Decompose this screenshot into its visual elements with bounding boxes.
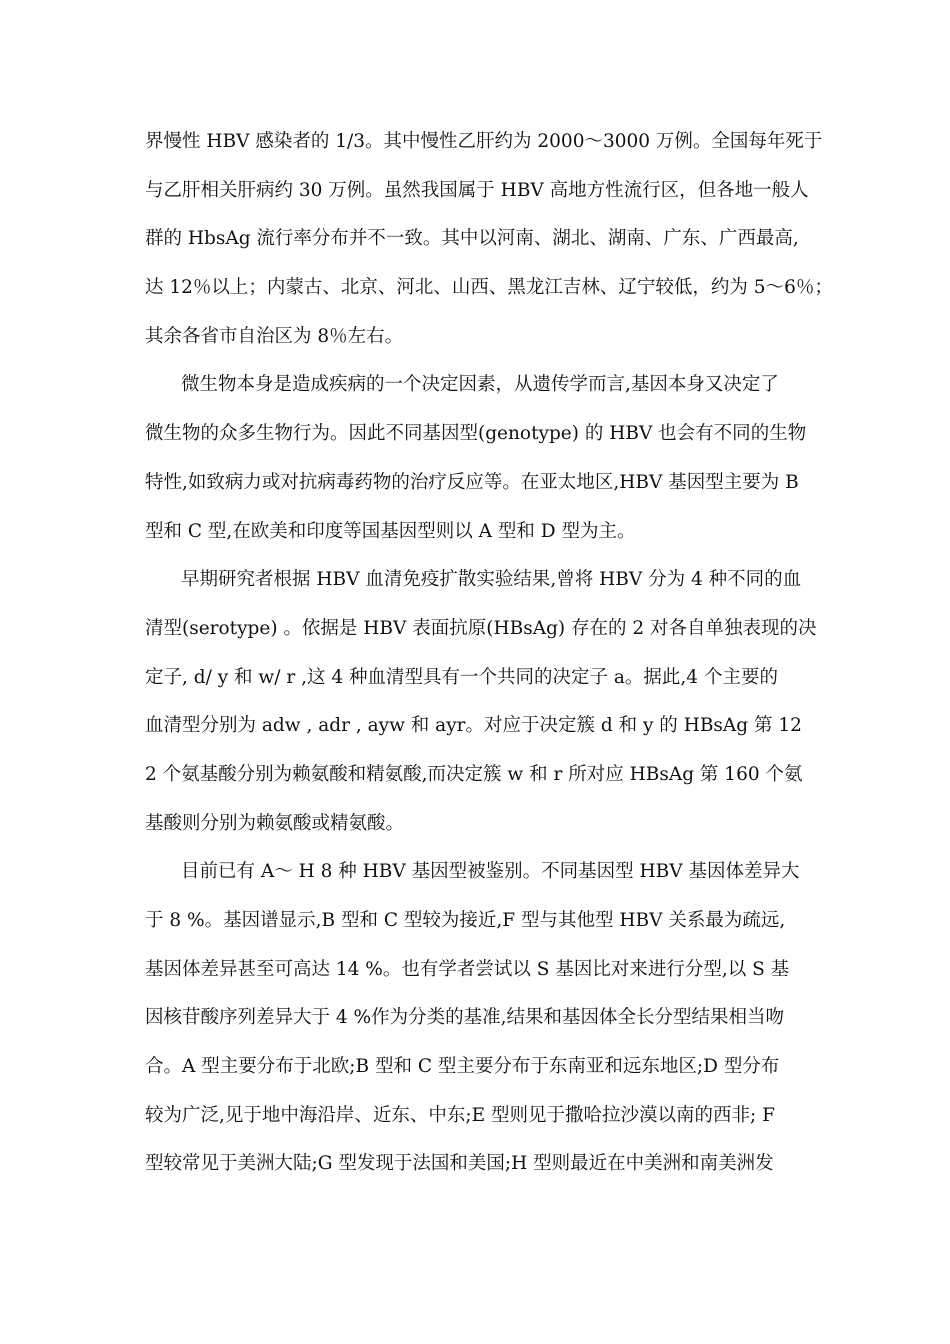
paragraph-3 [145, 556, 817, 848]
text-line: 界慢性 HBV 感染者的 1/3。其中慢性乙肝约为 2000～3000 万例。全国每年死于 [145, 131, 823, 152]
text-line: 其余各省市自治区为 8％左右。 [145, 325, 404, 347]
paragraph-4 [145, 848, 810, 1189]
text-line: 早期研究者根据 HBV 血清免疫扩散实验结果,曾将 HBV 分为 4 种不同的血 [181, 569, 802, 591]
text-line: 于 8 %。基因谱显示,B 型和 C 型较为接近,F 型与其他型 HBV 关系最为疏远, [145, 910, 786, 931]
text-line: 与乙肝相关肝病约 30 万例。虽然我国属于 HBV 高地方性流行区，但各地一般人 [145, 179, 809, 201]
text-line: 较为广泛,见于地中海沿岸、近东、中东;E 型则见于撒哈拉沙漠以南的西非; F [145, 1104, 775, 1126]
text-line: 因核苷酸序列差异大于 4 %作为分类的基准,结果和基因体全长分型结果相当吻 [145, 1007, 784, 1029]
text-line: 群的 HbsAg 流行率分布并不一致。其中以河南、湖北、湖南、广东、广西最高, [145, 228, 799, 250]
text-line: 合。A 型主要分布于北欧;B 型和 C 型主要分布于东南亚和远东地区;D 型分布 [145, 1056, 780, 1078]
text-line: 达 12％以上；内蒙古、北京、河北、山西、黑龙江吉林、辽宁较低，约为 5～6％； [145, 277, 833, 299]
text-line: 血清型分别为 adw , adr , ayw 和 ayr。对应于决定簇 d 和 y 的 HBsAg 第 12 [145, 715, 802, 737]
text-line: 基因体差异甚至可高达 14 %。也有学者尝试以 S 基因比对来进行分型,以 S 基 [145, 958, 790, 980]
text-line: 微生物本身是造成疾病的一个决定因素，从遗传学而言,基因本身又决定了 [181, 374, 779, 396]
text-line: 特性,如致病力或对抗病毒药物的治疗反应等。在亚太地区,HBV 基因型主要为 B [145, 471, 799, 493]
text-line: 目前已有 A～ H 8 种 HBV 基因型被鉴别。不同基因型 HBV 基因体差异大 [181, 861, 800, 883]
paragraph-1 [145, 118, 833, 361]
text-line: 定子, d/ y 和 w/ r ,这 4 种血清型具有一个共同的决定子 a。据此,4 个主要的 [145, 666, 778, 688]
text-line: 微生物的众多生物行为。因此不同基因型(genotype) 的 HBV 也会有不同的生物 [145, 423, 807, 445]
paragraph-2 [145, 361, 810, 556]
document-body [145, 118, 833, 1189]
text-line: 型较常见于美洲大陆;G 型发现于法国和美国;H 型则最近在中美洲和南美洲发 [145, 1153, 774, 1175]
text-line: 2 个氨基酸分别为赖氨酸和精氨酸,而决定簇 w 和 r 所对应 HBsAg 第 160 个氨 [145, 763, 803, 785]
text-line: 基酸则分别为赖氨酸或精氨酸。 [145, 812, 405, 834]
text-line: 清型(serotype) 。依据是 HBV 表面抗原(HBsAg) 存在的 2 对各自单独表现的决 [145, 617, 817, 639]
text-line: 型和 C 型,在欧美和印度等国基因型则以 A 型和 D 型为主。 [145, 520, 636, 542]
